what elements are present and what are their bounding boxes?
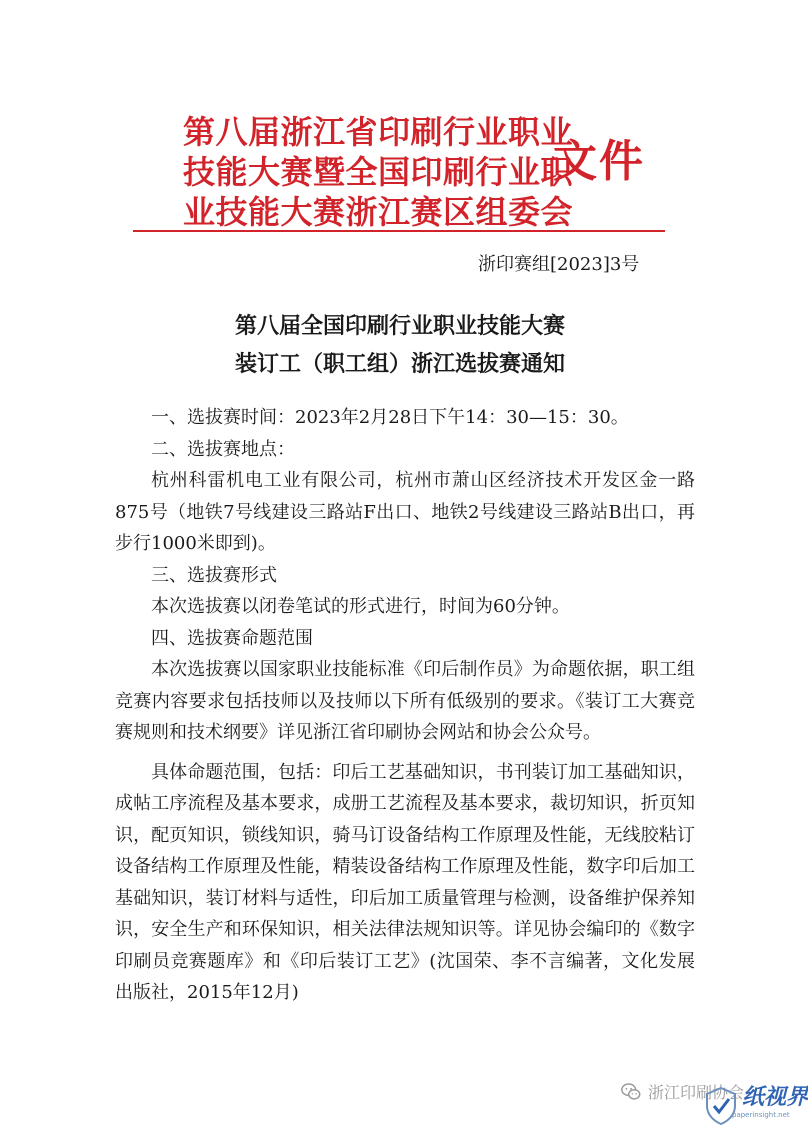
- paragraph-time: 一、选拔赛时间：2023年2月28日下午14：30—15：30。: [151, 407, 629, 428]
- paragraph-format-heading: 三、选拔赛形式: [151, 564, 277, 586]
- document-number: 浙印赛组[2023]3号: [478, 254, 640, 275]
- document-type-label: 文件: [553, 136, 645, 187]
- issuing-organization: [183, 112, 573, 232]
- watermark-logo-text: 纸视界: [742, 1084, 808, 1110]
- org-line-3: 业技能大赛浙江赛区组委会: [183, 193, 574, 231]
- paragraph-format: 本次选拔赛以闭卷笔试的形式进行，时间为60分钟。: [151, 596, 570, 617]
- paragraph-location: 杭州科雷机电工业有限公司，杭州市萧山区经济技术开发区金一路875号（地铁7号线建设三路站F出口、地铁2号线建设三路站B出口，再步行1000米即到)。: [115, 470, 695, 554]
- wechat-icon: [620, 1081, 642, 1103]
- title-line-1: 第八届全国印刷行业职业技能大赛: [234, 314, 565, 339]
- wechat-account-name: 浙江印刷协会: [648, 1083, 745, 1102]
- watermark-url: paperinsight.net: [732, 1111, 790, 1119]
- paragraph-location-heading: 二、选拔赛地点：: [151, 438, 295, 460]
- org-line-1: 第八届浙江省印刷行业职业: [183, 113, 574, 151]
- notice-body: [115, 402, 695, 1009]
- paragraph-scope: 本次选拔赛以国家职业技能标准《印后制作员》为命题依据，职工组竞赛内容要求包括技师以及技师以下所有低级别的要求。《装订工大赛竞赛规则和技术纲要》详见浙江省印刷协会网站和协会公众号。: [115, 659, 695, 743]
- notice-title: [0, 308, 800, 384]
- org-line-2: 技能大赛暨全国印刷行业职: [183, 153, 574, 191]
- paragraph-scope-heading: 四、选拔赛命题范围: [151, 627, 313, 649]
- paragraph-scope-detail: 具体命题范围，包括：印后工艺基础知识，书刊装订加工基础知识，成帖工序流程及基本要求，成册工艺流程及基本要求，裁切知识，折页知识，配页知识，锁线知识，骑马订设备结构工作原理及性能，无线胶粘订设备结构工作原理及性能，精装设备结构工作原理及性能，数字印后加工基础知识，装订材料与适性，印后加工质量管理与检测，设备维护保养知识，安全生产和环保知识，相关法律法规知识等。详见协会编印的《数字印刷员竞赛题库》和《印后装订工艺》(沈国荣、李不言编著，文化发展出版社，2015年12月): [115, 761, 695, 1003]
- title-line-2: 装订工（职工组）浙江选拔赛通知: [234, 352, 565, 377]
- shield-check-icon: [704, 1086, 738, 1126]
- header-divider: [133, 230, 665, 232]
